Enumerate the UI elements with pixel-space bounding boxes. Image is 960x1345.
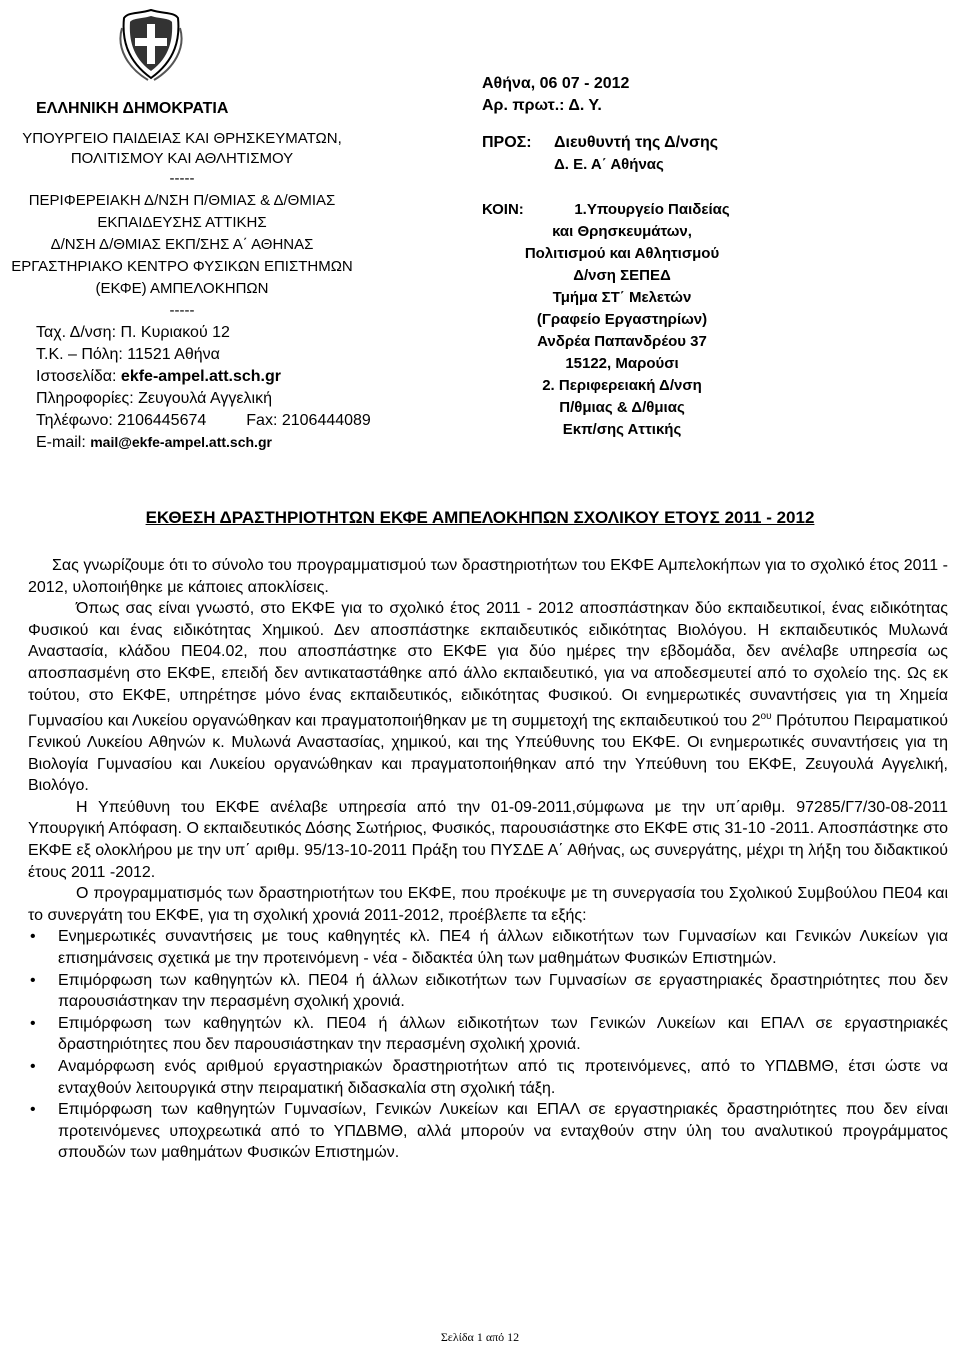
ministry-line-2: ΠΟΛΙΤΙΣΜΟΥ ΚΑΙ ΑΘΛΗΤΙΣΜΟΥ [70,150,294,167]
cc-line: Π/θμιας & Δ/θμιας [559,399,685,416]
cc-line: 1.Υπουργείο Παιδείας [574,201,730,218]
email-line [36,434,272,452]
center-line-1: ΕΡΓΑΣΤΗΡΙΑΚΟ ΚΕΝΤΡΟ ΦΥΣΙΚΩΝ ΕΠΙΣΤΗΜΩΝ [11,258,353,275]
direction-line: Δ/ΝΣΗ Δ/ΘΜΙΑΣ ΕΚΠ/ΣΗΣ Α΄ ΑΘΗΝΑΣ [50,236,314,253]
org-title: ΕΛΛΗΝΙΚΗ ΔΗΜΟΚΡΑΤΙΑ [36,100,229,117]
cc-line: (Γραφείο Εργαστηρίων) [536,311,708,328]
list-item: • Επιμόρφωση των καθηγητών Γυμνασίων, Γενικών Λυκείων και ΕΠΑΛ σε εργαστηριακές δραστηριότητες που δεν είναι προτεινόμενες υποχρεωτικά από το ΥΠΔΒΜΘ, αλλά μπορούν να ενταχθούν στην ύλη του αναλυτικού προγράμματος σπουδών των μαθημάτων Φυσικών Επιστημών. [28,1099,948,1164]
fax: Fax: 2106444089 [246,412,371,429]
separator: ----- [169,170,195,187]
paragraph-staff-text-b: Πρότυπου Πειραματικού Γενικού Λυκείου Αθηνών κ. Μυλωνά Αναστασίας, χημικού, και της Υπεύθυνης του ΕΚΦΕ. Οι ενημερωτικές συναντήσεις για τη Βιολογία Γυμνασίου και Λυκείου οργανώθηκαν και πραγματοποιήθηκαν από την Υπεύθυνη του ΕΚΦΕ, Ζευγουλά Αγγελική, Βιολόγο. [28,712,948,795]
cc-line: 2. Περιφερειακή Δ/νση [542,377,702,394]
email-link[interactable]: mail@ekfe-ampel.att.sch.gr [90,434,272,450]
center-line-2: (ΕΚΦΕ) ΑΜΠΕΛΟΚΗΠΩΝ [95,280,269,297]
list-item: • Ενημερωτικές συναντήσεις με τους καθηγητές κλ. ΠΕ4 ή άλλων ειδικοτήτων των Γυμνασίων και Γενικών Λυκείων για επισημάνσεις σχετικά με την προτεινόμενη - νέα - διδακτέα ύλη των μαθημάτων Φυσικών Επιστημών. [28,926,948,969]
ordinal-superscript: ου [760,711,772,723]
protocol-number: Αρ. πρωτ.: Δ. Υ. [482,97,602,114]
phone-fax-line [36,412,371,430]
page-number: Σελίδα 1 από 12 [440,1330,520,1344]
paragraph-staff [28,598,948,797]
to-label: ΠΡΟΣ: [482,134,532,151]
cc-label: ΚΟΙΝ: [482,201,524,218]
cc-line: 15122, Μαρούσι [565,355,679,372]
info-contact: Πληροφορίες: Ζευγουλά Αγγελική [36,390,272,407]
separator: ----- [169,302,195,319]
list-item: • Αναμόρφωση ενός αριθμού εργαστηριακών δραστηριοτήτων από τις προτεινόμενες, από το ΥΠΔΒΜΘ, έτσι ώστε να ενταχθούν λειτουργικά στην πειραματική διδασκαλία στη σχολική τάξη. [28,1056,948,1099]
cc-line: Δ/νση ΣΕΠΕΔ [573,267,671,284]
website-line [36,368,281,386]
greek-coat-of-arms-icon [118,8,184,82]
to-line-1: Διευθυντή της Δ/νσης [554,134,719,151]
ministry-line-1: ΥΠΟΥΡΓΕΙΟ ΠΑΙΔΕΙΑΣ ΚΑΙ ΘΡΗΣΚΕΥΜΑΤΩΝ, [22,130,342,147]
region-line-1: ΠΕΡΙΦΕΡΕΙΑΚΗ Δ/ΝΣΗ Π/ΘΜΙΑΣ & Δ/ΘΜΙΑΣ [28,192,336,209]
to-line-2: Δ. Ε. Α΄ Αθήνας [554,156,664,173]
cc-line: Πολιτισμού και Αθλητισμού [524,245,720,262]
paragraph-planning: Ο προγραμματισμός των δραστηριοτήτων του ΕΚΦΕ, που προέκυψε με τη συνεργασία του Σχολικού Συμβούλου ΠΕ04 και το συνεργάτη του ΕΚΦΕ, για τη σχολική χρονιά 2011-2012, προέβλεπε τα εξής: [28,885,948,924]
email-label: E-mail: [36,434,91,451]
report-body [28,555,948,1164]
region-line-2: ΕΚΠΑΙΔΕΥΣΗΣ ΑΤΤΙΚΗΣ [97,214,267,231]
report-title: ΕΚΘΕΣΗ ΔΡΑΣΤΗΡΙΟΤΗΤΩΝ ΕΚΦΕ ΑΜΠΕΛΟΚΗΠΩΝ ΣΧΟΛΙΚΟΥ ΕΤΟΥΣ 2011 - 2012 [145,508,815,527]
list-item: • Επιμόρφωση των καθηγητών κλ. ΠΕ04 ή άλλων ειδικοτήτων των Γενικών Λυκείων και ΕΠΑΛ σε εργαστηριακές δραστηριότητες που δεν παρουσιάστηκαν την περασμένη σχολική χρονιά. [28,1013,948,1056]
address: Ταχ. Δ/νση: Π. Κυριακού 12 [36,324,230,341]
website-link[interactable]: ekfe-ampel.att.sch.gr [120,368,281,385]
cc-line: Τμήμα ΣΤ΄ Μελετών [552,289,692,306]
phone: Τηλέφωνο: 2106445674 [36,412,207,429]
cc-line: και Θρησκευμάτων, [552,223,692,240]
cc-line: Ανδρέα Παπανδρέου 37 [537,333,707,350]
postal-code-city: Τ.Κ. – Πόλη: 11521 Αθήνα [36,346,220,363]
paragraph-appointment: Η Υπεύθυνη του ΕΚΦΕ ανέλαβε υπηρεσία από την 01-09-2011,σύμφωνα με την υπ΄αριθμ. 97285/Γ7/30-08-2011 Υπουργική Απόφαση. Ο εκπαιδευτικός Δόσης Σωτήριος, Φυσικός, παρουσιάστηκε στο ΕΚΦΕ στις 31-10 -2011. Αποσπάστηκε στο ΕΚΦΕ εξ ολοκλήρου με την υπ΄ αριθμ. 95/13-10-2011 Πράξη του ΠΥΣΔΕ Α΄ Αθήνας, ως συνεργάτης, μέχρι τη λήξη του διδακτικού έτους 2011 -2012. [28,798,948,881]
paragraph-staff-text-a: Όπως σας είναι γνωστό, στο ΕΚΦΕ για το σχολικό έτος 2011 - 2012 αποσπάστηκαν δύο εκπαιδευτικοί, ένας ειδικότητας Φυσικού και ένας ειδικότητας Χημικού. Δεν αποσπάστηκε εκπαιδευτικός ειδικότητας Βιολόγου. Η εκπαιδευτικός Μυλωνά Αναστασία, κλάδου ΠΕ04.02, που αποσπάστηκε στο ΕΚΦΕ για δύο ημέρες την εβδομάδα, δεν ανέλαβε υπηρεσία ως αποσπασμένη στο ΕΚΦΕ, επειδή δεν αντικαταστάθηκε από άλλο εκπαιδευτικό, για να αποδεσμευτεί από το σχολείο της. Ως εκ τούτου, στο ΕΚΦΕ, υπηρέτησε μόνο ένας εκπαιδευτικός, ειδικότητας Φυσικού. Οι ενημερωτικές συναντήσεις για τη Χημεία Γυμνασίου και Λυκείου οργανώθηκαν και πραγματοποιήθηκαν με τη συμμετοχή της εκπαιδευτικού του 2 [28,600,948,730]
website-label: Ιστοσελίδα: [36,368,121,385]
paragraph-intro: Σας γνωρίζουμε ότι το σύνολο του προγραμματισμού των δραστηριοτήτων του ΕΚΦΕ Αμπελοκήπων για το σχολικό έτος 2011 - 2012, υλοποιήθηκε με κάποιες αποκλίσεις. [28,557,948,596]
date: Αθήνα, 06 07 - 2012 [482,75,630,92]
planned-activities-list [28,926,948,1164]
cc-line: Εκπ/σης Αττικής [562,421,682,438]
list-item: • Επιμόρφωση των καθηγητών κλ. ΠΕ04 ή άλλων ειδικοτήτων των Γυμνασίων σε εργαστηριακές δραστηριότητες που δεν παρουσιάστηκαν την περασμένη σχολική χρονιά. [28,970,948,1013]
